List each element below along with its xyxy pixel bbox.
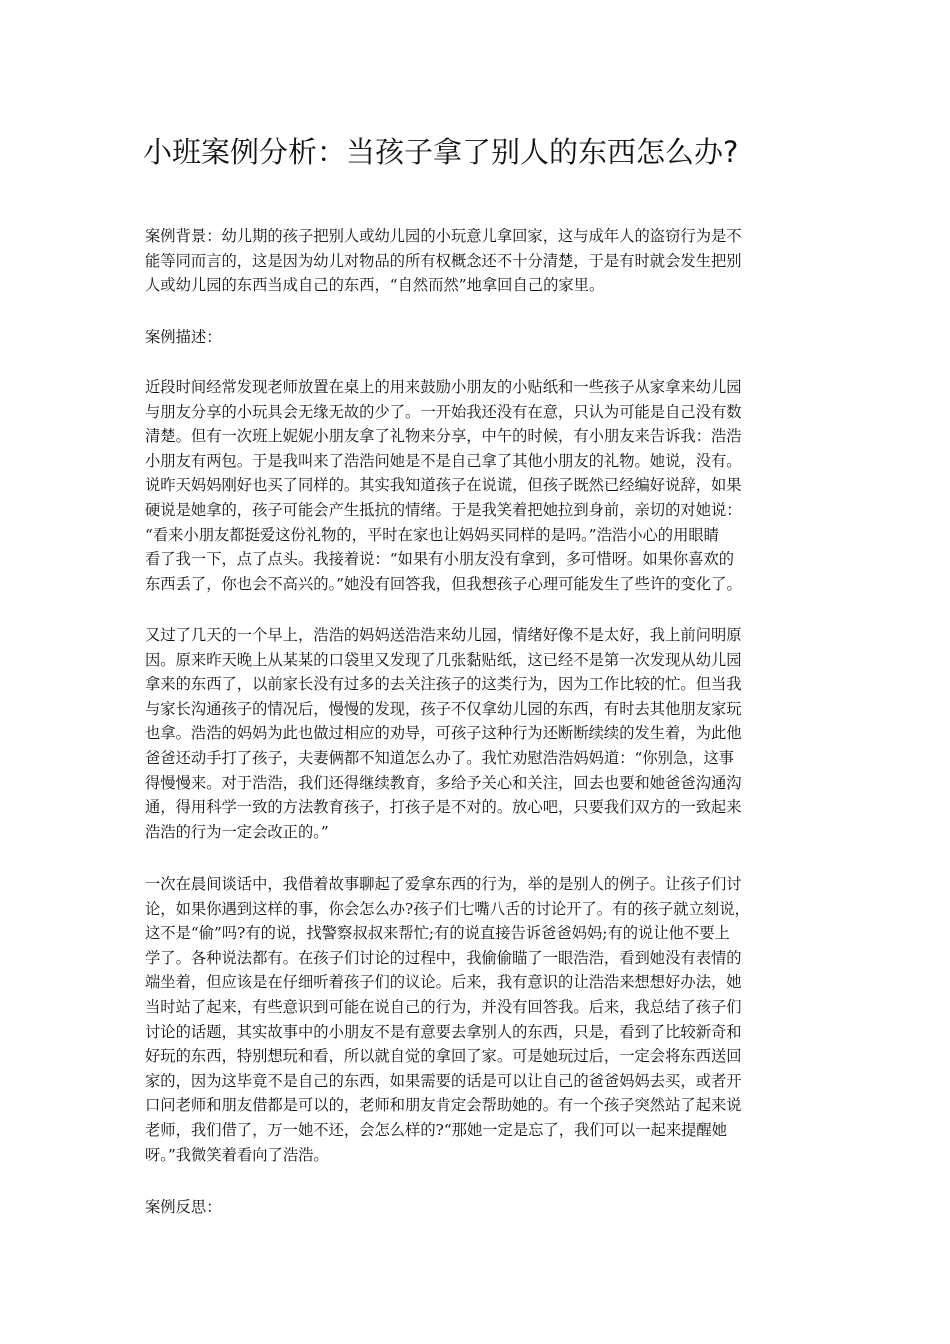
paragraph-line: 一次在晨间谈话中，我借着故事聊起了爱拿东西的行为，举的是别人的例子。让孩子们讨 bbox=[145, 875, 742, 893]
paragraph-line: 好玩的东西，特别想玩和看，所以就自觉的拿回了家。可是她玩过后，一定会将东西送回 bbox=[145, 1047, 742, 1066]
paragraph-line: 与家长沟通孩子的情况后，慢慢的发现，孩子不仅拿幼儿园的东西，有时去其他朋友家玩 bbox=[145, 699, 742, 718]
description-heading: 案例描述： bbox=[145, 328, 222, 346]
paragraph-line: 老师，我们借了，万一她不还，会怎么样的?“那她一定是忘了，我们可以一起来提醒她 bbox=[145, 1120, 728, 1139]
paragraph-line: 清楚。但有一次班上妮妮小朋友拿了礼物来分享，中午的时候，有小朋友来告诉我：浩浩 bbox=[145, 427, 742, 446]
paragraph-line: 人或幼儿园的东西当成自己的东西，“自然而然”地拿回自己的家里。 bbox=[145, 276, 605, 295]
paragraph-line: 与朋友分享的小玩具会无缘无故的少了。一开始我还没有在意，只认为可能是自己没有数 bbox=[145, 402, 742, 421]
paragraph-line: 讨论的话题，其实故事中的小朋友不是有意要去拿别人的东西，只是，看到了比较新奇和 bbox=[145, 1022, 742, 1041]
paragraph-line: 又过了几天的一个早上，浩浩的妈妈送浩浩来幼儿园，情绪好像不是太好，我上前问明原 bbox=[145, 626, 742, 644]
paragraph-line: 论，如果你遇到这样的事，你会怎么办?孩子们七嘴八舌的讨论开了。有的孩子就立刻说， bbox=[145, 899, 750, 918]
paragraph-line: 看了我一下，点了点头。我接着说：“如果有小朋友没有拿到，多可惜呀。如果你喜欢的 bbox=[145, 550, 735, 569]
paragraph-line: 案例背景：幼儿期的孩子把别人或幼儿园的小玩意儿拿回家，这与成年人的盗窃行为是不 bbox=[145, 227, 742, 245]
description-paragraph-1 bbox=[145, 375, 809, 596]
paragraph-line: 拿来的东西了，以前家长没有过多的去关注孩子的这类行为，因为工作比较的忙。但当我 bbox=[145, 675, 742, 694]
paragraph-line: 硬说是她拿的，孩子可能会产生抵抗的情绪。于是我笑着把她拉到身前，亲切的对她说： bbox=[145, 500, 742, 519]
paragraph-line: 这不是“偷”吗?有的说，找警察叔叔来帮忙;有的说直接告诉爸爸妈妈;有的说让他不要上 bbox=[145, 924, 730, 943]
paragraph-line: “看来小朋友都挺爱这份礼物的，平时在家也让妈妈买同样的是吗。”浩浩小心的用眼睛 bbox=[145, 525, 719, 544]
paragraph-line: 家的，因为这毕竟不是自己的东西，如果需要的话是可以让自己的爸爸妈妈去买，或者开 bbox=[145, 1071, 742, 1090]
paragraph-line: 口问老师和朋友借都是可以的，老师和朋友肯定会帮助她的。有一个孩子突然站了起来说 bbox=[145, 1096, 742, 1115]
paragraph-line: 小朋友有两包。于是我叫来了浩浩问她是不是自己拿了其他小朋友的礼物。她说，没有。 bbox=[145, 451, 742, 470]
paragraph-line: 爸爸还动手打了孩子，夫妻俩都不知道怎么办了。我忙劝慰浩浩妈妈道：“你别急，这事 bbox=[145, 748, 735, 767]
description-paragraph-3 bbox=[145, 872, 809, 1167]
paragraph-line: 浩浩的行为一定会改正的。” bbox=[145, 822, 329, 841]
paragraph-line: 得慢慢来。对于浩浩，我们还得继续教育，多给予关心和关注，回去也要和她爸爸沟通沟 bbox=[145, 773, 742, 792]
paragraph-line: 东西丢了，你也会不高兴的。”她没有回答我，但我想孩子心理可能发生了些许的变化了。 bbox=[145, 574, 742, 593]
paragraph-line: 学了。各种说法都有。在孩子们讨论的过程中，我偷偷瞄了一眼浩浩，看到她没有表情的 bbox=[145, 948, 742, 967]
paragraph-line: 说昨天妈妈刚好也买了同样的。其实我知道孩子在说谎，但孩子既然已经编好说辞，如果 bbox=[145, 476, 742, 495]
paragraph-line: 能等同而言的，这是因为幼儿对物品的所有权概念还不十分清楚，于是有时就会发生把别 bbox=[145, 251, 742, 270]
description-paragraph-2 bbox=[145, 623, 809, 844]
paragraph-line: 因。原来昨天晚上从某某的口袋里又发现了几张黏贴纸，这已经不是第一次发现从幼儿园 bbox=[145, 650, 742, 669]
document-title: 小班案例分析：当孩子拿了别人的东西怎么办? bbox=[143, 135, 739, 169]
reflection-heading: 案例反思： bbox=[145, 1198, 222, 1216]
paragraph-line: 近段时间经常发现老师放置在桌上的用来鼓励小朋友的小贴纸和一些孩子从家拿来幼儿园 bbox=[145, 378, 742, 396]
paragraph-line: 呀。”我微笑着看向了浩浩。 bbox=[145, 1145, 329, 1164]
paragraph-line: 也拿。浩浩的妈妈为此也做过相应的劝导，可孩子这种行为还断断续续的发生着，为此他 bbox=[145, 724, 742, 743]
paragraph-line: 当时站了起来，有些意识到可能在说自己的行为，并没有回答我。后来，我总结了孩子们 bbox=[145, 997, 742, 1016]
paragraph-line: 通，得用科学一致的方法教育孩子，打孩子是不对的。放心吧，只要我们双方的一致起来 bbox=[145, 798, 742, 817]
background-paragraph bbox=[145, 224, 809, 298]
paragraph-line: 端坐着，但应该是在仔细听着孩子们的议论。后来，我有意识的让浩浩来想想好办法，她 bbox=[145, 973, 742, 992]
